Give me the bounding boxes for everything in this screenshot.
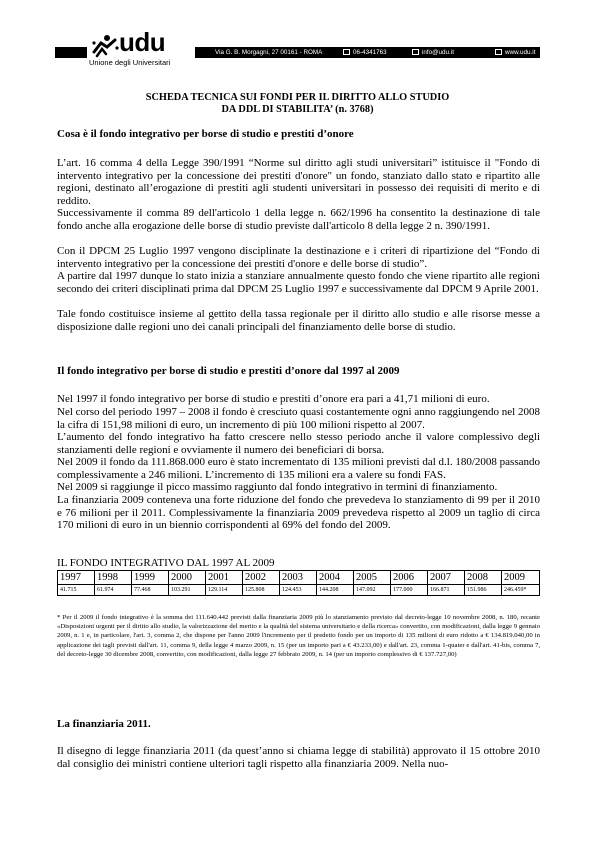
table-row-values bbox=[58, 585, 540, 596]
phone-icon bbox=[343, 49, 350, 55]
value-cell: 129.114 bbox=[206, 585, 243, 596]
value-cell: 144.208 bbox=[317, 585, 354, 596]
year-cell: 2001 bbox=[206, 571, 243, 585]
year-cell: 1998 bbox=[95, 571, 132, 585]
year-cell: 2002 bbox=[243, 571, 280, 585]
section-heading-fondo: Cosa è il fondo integrativo per borse di studio e prestiti d’onore bbox=[57, 128, 354, 140]
address-text: Via G. B. Morgagni, 27 00161 - ROMA bbox=[215, 49, 323, 56]
section2-paragraph: La finanziaria 2009 conteneva una forte riduzione del fondo che prevedeva lo stanziamento di 99 per il 2010 e 76 milioni per il 2011. Complessivamente la finanziaria 2009 prevedeva rispetto al 2009 un taglio di circa 170 milioni di euro in un biennio corrispondenti al 69% del fondo del 2009. bbox=[57, 494, 540, 532]
phone-text: 06-4341763 bbox=[353, 49, 387, 56]
value-cell: 125.808 bbox=[243, 585, 280, 596]
brand-subtitle: Unione degli Universitari bbox=[89, 58, 171, 67]
section1-paragraph: L’art. 16 comma 4 della Legge 390/1991 “Norme sul diritto agli studi universitari” istituisce il "Fondo di intervento integrativo per la concessione dei prestiti d'onore" un fondo, stanziato dallo stato e ripartito alle regioni, destinato all’erogazione di prestiti agli studenti universitari in possesso dei requisiti di merito e di reddito. bbox=[57, 157, 540, 207]
value-cell: 151.986 bbox=[465, 585, 502, 596]
section2-paragraph: Nel 2009 il fondo da 111.868.000 euro è stato incrementato di 135 milioni previsti dal d.l. 180/2008 passando complessivamente a 246 milioni. L’incremento di 135 milioni era a valere su fondi FAS. bbox=[57, 456, 540, 481]
fund-table bbox=[57, 570, 540, 596]
table-caption: IL FONDO INTEGRATIVO DAL 1997 AL 2009 bbox=[57, 557, 275, 569]
value-cell: 246.459* bbox=[502, 585, 540, 596]
section-heading-finanziaria-2011: La finanziaria 2011. bbox=[57, 718, 151, 730]
website-item bbox=[495, 47, 535, 58]
email-item bbox=[412, 47, 454, 58]
letterhead bbox=[55, 27, 540, 70]
udu-logo bbox=[87, 27, 195, 70]
website-icon bbox=[495, 49, 502, 55]
year-cell: 2006 bbox=[391, 571, 428, 585]
value-cell: 41.715 bbox=[58, 585, 95, 596]
value-cell: 103.291 bbox=[169, 585, 206, 596]
value-cell: 124.453 bbox=[280, 585, 317, 596]
year-cell: 2009 bbox=[502, 571, 540, 585]
year-cell: 1999 bbox=[132, 571, 169, 585]
value-cell: 61.974 bbox=[95, 585, 132, 596]
email-icon bbox=[412, 49, 419, 55]
year-cell: 2003 bbox=[280, 571, 317, 585]
value-cell: 166.871 bbox=[428, 585, 465, 596]
section1-paragraph: A partire dal 1997 dunque lo stato inizia a stanziare annualmente questo fondo che viene ripartito alle regioni secondo dei criteri disciplinati prima dal DPCM 25 Luglio 1997 e successivamente dal DPCM 9 Aprile 2001. bbox=[57, 270, 540, 295]
year-cell: 1997 bbox=[58, 571, 95, 585]
year-cell: 2000 bbox=[169, 571, 206, 585]
section1-paragraph: Tale fondo costituisce insieme al gettito della tassa regionale per il diritto allo studio e alle risorse messe a disposizione dalle regioni uno dei canali principali del finanziamento delle borse di studio. bbox=[57, 308, 540, 333]
document-title-line2: DA DDL DI STABILITA’ (n. 3768) bbox=[221, 104, 374, 115]
year-cell: 2005 bbox=[354, 571, 391, 585]
value-cell: 147.092 bbox=[354, 585, 391, 596]
section2-paragraph: L’aumento del fondo integrativo ha fatto crescere nello stesso periodo anche il valore complessivo degli stanziamenti delle regioni e ovviamente il numero dei beneficiari di borsa. bbox=[57, 431, 540, 456]
table-footnote: * Per il 2009 il fondo integrativo è la somma dei 111.640.442 previsti dalla finanziaria 2009 più lo stanziamento previsto dal decreto-legge 10 novembre 2008, n. 180, recante «Disposizioni urgenti per il diritto allo studio, la valorizzazione del merito e la qualità del sistema universitario e della ricerca» convertito, con modificazioni, dalla legge 9 gennaio 2009, n. 1 e, in particolare, l'art. 3, comma 2, che dispone per l'anno 2009 l'incremento per il predetto fondo per un importo di 135 milioni di euro ridotto a € 134.819.040,00 in applicazione dei tagli previsti dall'art. 11, comma 9, della legge 4 marzo 2009, n. 15 (per un importo pari a € 43.233,00) e dall'art. 23, comma 1-quater e dall'art. 41-bis, comma 7, del decreto-legge 30 dicembre 2008, convertito, con modificazioni, dalla legge 27 febbraio 2009, n. 14 (per un importo complessivo di € 137.727,00) bbox=[57, 614, 540, 658]
section2-paragraph: Nel corso del periodo 1997 – 2008 il fondo è cresciuto quasi costantemente ogni anno raggiungendo nel 2008 la cifra di 151,98 milioni di euro, un incremento di più 100 milioni rispetto al 2007. bbox=[57, 406, 540, 431]
udu-logo-icon bbox=[91, 34, 119, 58]
website-text: www.udu.it bbox=[505, 49, 536, 56]
document-title-line1: SCHEDA TECNICA SUI FONDI PER IL DIRITTO ALLO STUDIO bbox=[145, 92, 450, 103]
table-row-years bbox=[58, 571, 540, 585]
section3-paragraph: Il disegno di legge finanziaria 2011 (da quest’anno si chiama legge di stabilità) approvato il 15 ottobre 2010 dal consiglio dei ministri contiene ulteriori tagli rispetto alla finanziaria 2009. Nella nuo- bbox=[57, 745, 540, 770]
value-cell: 177.000 bbox=[391, 585, 428, 596]
year-cell: 2008 bbox=[465, 571, 502, 585]
year-cell: 2004 bbox=[317, 571, 354, 585]
section2-paragraph: Nel 2009 si raggiunge il picco massimo raggiunto dal fondo integrativo in termini di finanziamento. bbox=[57, 481, 498, 493]
brand-name: udu bbox=[119, 27, 166, 57]
email-text: info@udu.it bbox=[422, 49, 454, 56]
section1-paragraph: Successivamente il comma 89 dell'articolo 1 della legge n. 662/1996 ha consentito la destinazione di tale fondo anche alla erogazione delle borse di studio previste dall'articolo 8 della legge 2 n. 390/1991. bbox=[57, 207, 540, 232]
section1-paragraph: Con il DPCM 25 Luglio 1997 vengono disciplinate la destinazione e i criteri di ripartizione del “Fondo di intervento integrativo per la concessione dei prestiti d'onore e delle borse di studio”. bbox=[57, 245, 540, 270]
value-cell: 77.468 bbox=[132, 585, 169, 596]
section-heading-1997-2009: Il fondo integrativo per borse di studio e prestiti d’onore dal 1997 al 2009 bbox=[57, 365, 400, 377]
section2-paragraph: Nel 1997 il fondo integrativo per borse di studio e prestiti d’onore era pari a 41,71 milioni di euro. bbox=[57, 393, 490, 405]
year-cell: 2007 bbox=[428, 571, 465, 585]
phone-item bbox=[343, 47, 387, 58]
